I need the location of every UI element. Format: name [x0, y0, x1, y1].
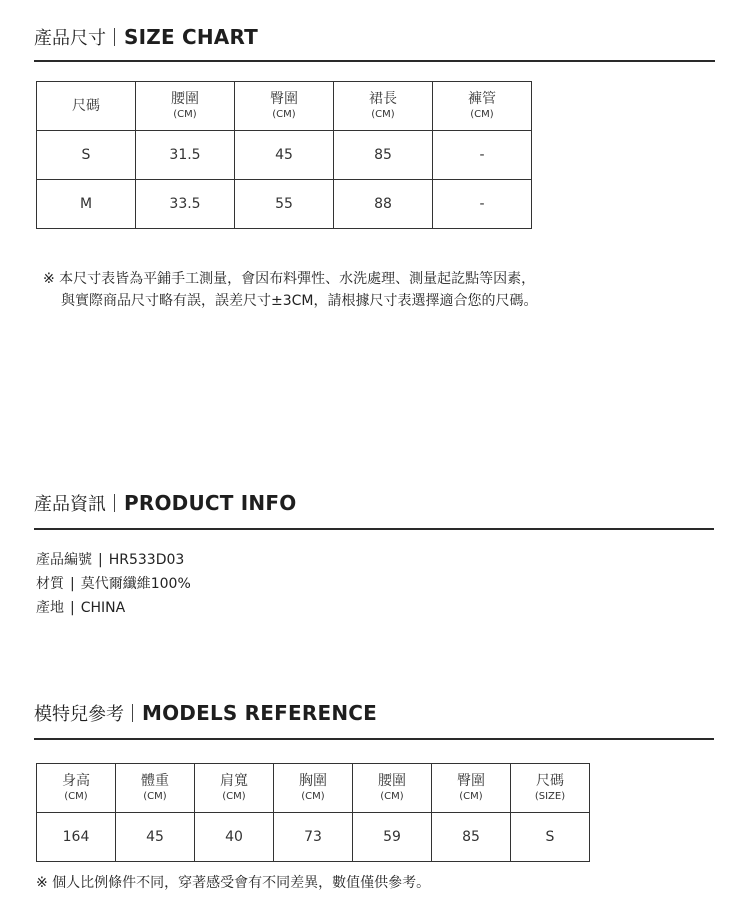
info-key: 產品編號 [36, 552, 92, 568]
cell-shoulder: 40 [195, 813, 274, 862]
header-cell-chest: 胸圍 (CM) [274, 764, 353, 813]
info-separator: | [70, 576, 75, 592]
info-value: 莫代爾纖維100% [80, 576, 191, 592]
header-cell-leg-opening: 褲管 (CM) [433, 82, 532, 131]
heading-divider [114, 494, 115, 512]
cell-waist: 31.5 [136, 131, 235, 180]
product-info-heading [34, 488, 296, 518]
header-cell-waist: 腰圍 (CM) [136, 82, 235, 131]
info-separator: | [70, 600, 75, 616]
product-info-rule [34, 528, 714, 530]
header-cell-size: 尺碼 [37, 82, 136, 131]
cell-hip: 45 [235, 131, 334, 180]
product-info-title-cn: 產品資訊 [34, 494, 106, 515]
header-cell-waist: 腰圍 (CM) [353, 764, 432, 813]
models-reference-rule [34, 738, 714, 740]
info-separator: | [98, 552, 103, 568]
info-key: 材質 [36, 576, 64, 592]
cell-skirt-length: 88 [334, 180, 433, 229]
cell-weight: 45 [116, 813, 195, 862]
info-row-origin [36, 596, 125, 620]
models-header-row [37, 764, 590, 813]
table-row [37, 180, 532, 229]
size-chart-title-cn: 產品尺寸 [34, 28, 106, 49]
header-cell-hip: 臀圍 (CM) [235, 82, 334, 131]
product-info-title-en: PRODUCT INFO [124, 491, 297, 515]
cell-size: S [37, 131, 136, 180]
info-value: HR533D03 [108, 552, 185, 568]
info-key: 產地 [36, 600, 64, 616]
header-cell-hip: 臀圍 (CM) [432, 764, 511, 813]
header-cell-height: 身高 (CM) [37, 764, 116, 813]
size-chart-table [36, 81, 532, 229]
size-chart-note-line1: ※ 本尺寸表皆為平鋪手工測量，會因布料彈性、水洗處理、測量起訖點等因素， [43, 271, 536, 287]
cell-leg-opening: - [433, 180, 532, 229]
header-cell-shoulder: 肩寬 (CM) [195, 764, 274, 813]
models-reference-heading [34, 698, 377, 728]
cell-height: 164 [37, 813, 116, 862]
info-row-material [36, 572, 191, 596]
cell-leg-opening: - [433, 131, 532, 180]
size-chart-heading [34, 22, 258, 52]
cell-skirt-length: 85 [334, 131, 433, 180]
models-reference-title-en: MODELS REFERENCE [142, 701, 378, 725]
heading-divider [132, 704, 133, 722]
header-cell-skirt-length: 裙長 (CM) [334, 82, 433, 131]
header-cell-size: 尺碼 (SIZE) [511, 764, 590, 813]
cell-chest: 73 [274, 813, 353, 862]
cell-hip: 55 [235, 180, 334, 229]
cell-waist: 33.5 [136, 180, 235, 229]
models-reference-note: ※ 個人比例條件不同，穿著感受會有不同差異，數值僅供參考。 [36, 875, 431, 891]
cell-size: M [37, 180, 136, 229]
size-chart-rule [34, 60, 715, 62]
table-row [37, 813, 590, 862]
cell-waist: 59 [353, 813, 432, 862]
cell-hip: 85 [432, 813, 511, 862]
size-chart-header-row [37, 82, 532, 131]
size-chart-note-line2: 與實際商品尺寸略有誤，誤差尺寸±3CM，請根據尺寸表選擇適合您的尺碼。 [61, 293, 538, 309]
cell-size: S [511, 813, 590, 862]
info-value: CHINA [80, 600, 126, 616]
info-row-product-number [36, 548, 184, 572]
size-chart-title-en: SIZE CHART [124, 25, 259, 49]
header-cell-weight: 體重 (CM) [116, 764, 195, 813]
models-reference-title-cn: 模特兒參考 [34, 704, 124, 725]
table-row [37, 131, 532, 180]
heading-divider [114, 28, 115, 46]
models-reference-table [36, 763, 590, 862]
